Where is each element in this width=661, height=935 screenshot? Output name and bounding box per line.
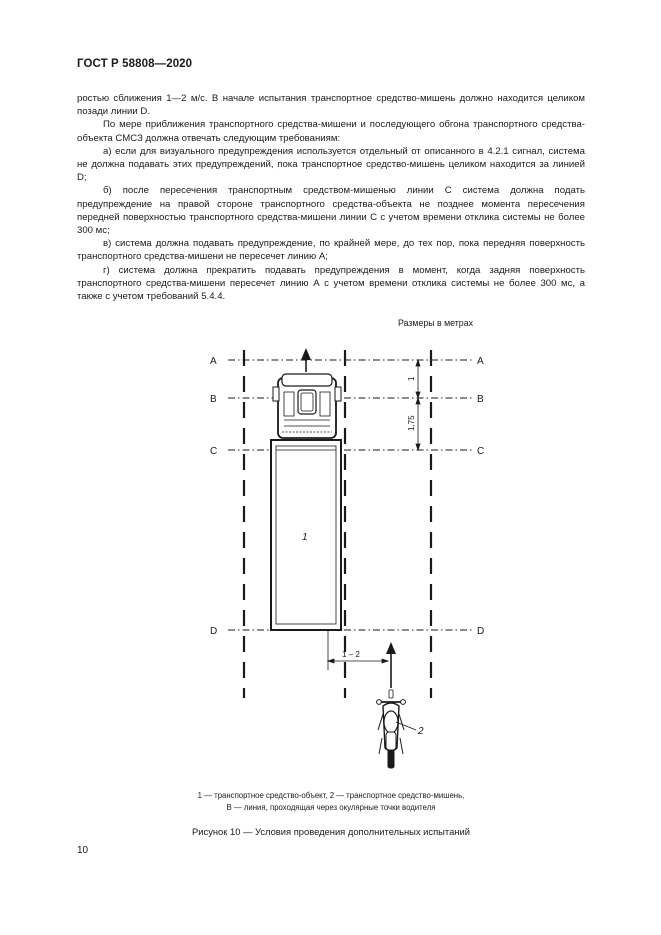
paragraph-v: в) система должна подавать предупреждение, по крайней мере, до тех пор, пока передняя поверхность транспортного средства-мишени не пересечет линию А; [77, 238, 585, 263]
target-label: 2 [418, 726, 424, 737]
test-lines [228, 360, 472, 630]
target-leader-line [396, 722, 416, 730]
paragraph-b: б) после пересечения транспортным средством-мишенью линии С система должна подать предупреждение на правой стороне транспортного средства-объекта не позднее момента пересечения передней поверхностью транспортного средства-мишени линии С с учетом времени отклика системы не более 300 мс; [77, 185, 585, 237]
line-b-label-right: B [477, 394, 484, 405]
paragraph-a: а) если для визуального предупреждения используется отдельный от описанного в 4.2.1 сигнал, система не должна подавать этих предупреждений, пока транспортное средство-мишень целиком находится за линией D; [77, 145, 585, 184]
test-diagram [190, 330, 510, 790]
motorcycle-direction-arrow [386, 642, 396, 688]
object-direction-arrow [301, 348, 311, 372]
legend-line-2: B — линия, проходящая через окулярные точки водителя [226, 803, 436, 812]
dimension-gap-label: 1 – 2 [342, 650, 360, 659]
object-label: 1 [302, 532, 308, 543]
motorcycle [377, 690, 406, 768]
units-note: Размеры в метрах [398, 318, 473, 328]
line-d-label-right: D [477, 626, 485, 637]
dimension-ab-label: 1 [407, 376, 416, 381]
truck-cab [273, 374, 341, 438]
line-a-label-right: A [477, 356, 484, 367]
line-d-label-left: D [210, 626, 218, 637]
figure-caption: Рисунок 10 — Условия проведения дополнительных испытаний [192, 826, 470, 837]
line-c-label-right: C [477, 446, 485, 457]
dimension-bc-label: 1,75 [407, 415, 416, 431]
line-a-label-left: A [210, 356, 217, 367]
diagram-svg [190, 330, 510, 790]
paragraph-2: По мере приближения транспортного средства-мишени и последующего обгона транспортного средства-объекта СМСЗ должна отвечать следующим требованиям: [77, 119, 585, 144]
body-text [77, 92, 585, 303]
figure-legend [77, 790, 585, 814]
document-header: ГОСТ Р 58808—2020 [77, 58, 193, 70]
dimension-ab-bc [416, 360, 420, 450]
paragraph-g: г) система должна прекратить подавать предупреждения в момент, когда задняя поверхность транспортного средства-мишени пересечет линию А с учетом времени отклика системы не более 300 мс, а также с учетом требований 5.4.4. [77, 264, 585, 303]
page-number: 10 [77, 845, 89, 856]
paragraph-1: ростью сближения 1—2 м/с. В начале испытания транспортное средство-мишень должно находится целиком позади линии D. [77, 93, 585, 118]
legend-line-1: 1 — транспортное средство-объект, 2 — транспортное средство-мишень, [197, 791, 465, 800]
line-c-label-left: C [210, 446, 218, 457]
line-b-label-left: B [210, 394, 217, 405]
